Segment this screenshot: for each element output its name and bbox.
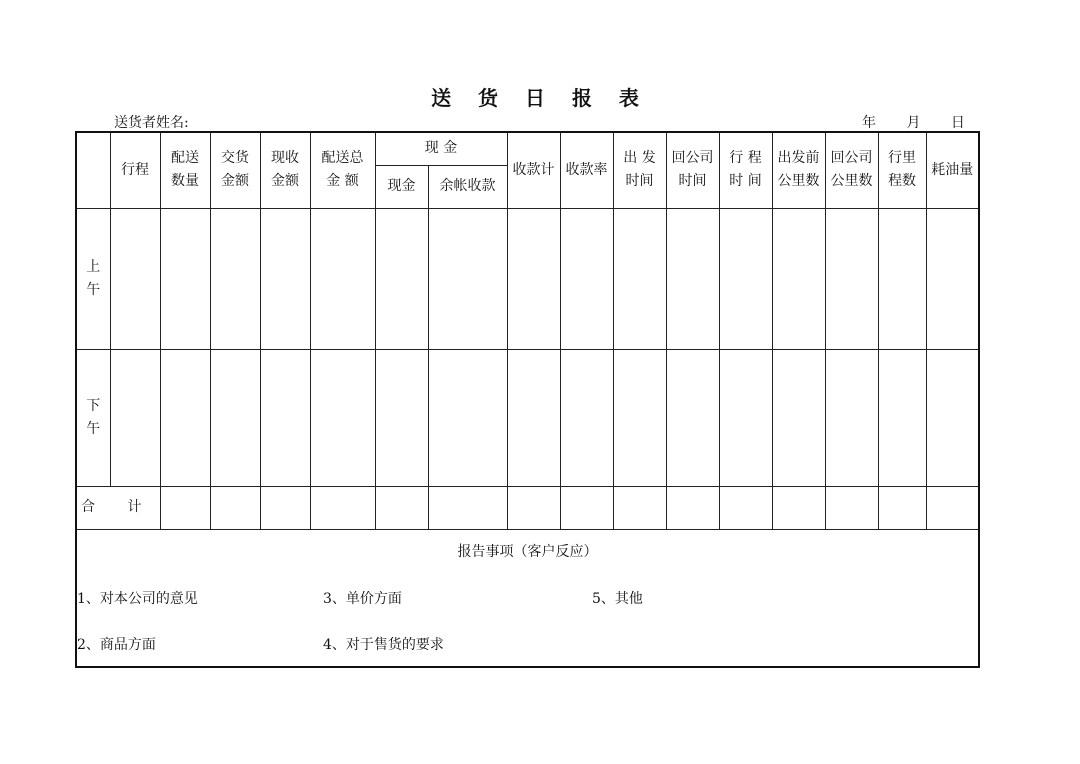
note-item-unit-price: 3、单价方面	[323, 590, 402, 607]
table-cell[interactable]	[560, 486, 613, 529]
header-collection-rate: 收款率	[560, 132, 613, 208]
table-cell[interactable]	[666, 486, 719, 529]
table-cell[interactable]	[310, 349, 375, 486]
table-cell[interactable]	[613, 486, 666, 529]
table-cell[interactable]	[719, 208, 772, 349]
table-cell[interactable]	[825, 349, 878, 486]
header-fuel: 耗油量	[926, 132, 979, 208]
header-collection-total: 收款计	[507, 132, 560, 208]
table-cell[interactable]	[507, 349, 560, 486]
delivery-report-table	[75, 131, 980, 668]
table-cell[interactable]	[210, 208, 260, 349]
row-label-afternoon: 下 午	[76, 349, 110, 486]
row-label-morning: 上 午	[76, 208, 110, 349]
header-odometer-out: 出发前 公里数	[772, 132, 825, 208]
table-cell[interactable]	[375, 208, 428, 349]
note-item-company-opinion: 1、对本公司的意见	[77, 590, 198, 607]
table-cell[interactable]	[926, 349, 979, 486]
table-cell[interactable]	[428, 486, 507, 529]
header-cash-received: 现收 金额	[260, 132, 310, 208]
table-cell[interactable]	[210, 486, 260, 529]
date-field	[862, 112, 965, 132]
day-label: 日	[950, 115, 965, 131]
table-cell[interactable]	[719, 349, 772, 486]
table-cell[interactable]	[260, 349, 310, 486]
header-delivered-amount: 交货 金额	[210, 132, 260, 208]
table-cell[interactable]	[772, 349, 825, 486]
header-route: 行程	[110, 132, 160, 208]
table-cell[interactable]	[310, 208, 375, 349]
header-cash: 现金	[375, 165, 428, 208]
table-cell[interactable]	[772, 486, 825, 529]
table-cell[interactable]	[878, 486, 926, 529]
table-cell[interactable]	[825, 208, 878, 349]
table-cell[interactable]	[926, 486, 979, 529]
table-cell[interactable]	[375, 486, 428, 529]
note-item-sales-requirements: 4、对于售货的要求	[323, 636, 444, 653]
table-cell[interactable]	[428, 208, 507, 349]
header-delivery-qty: 配送 数量	[160, 132, 210, 208]
notes-heading: 报告事项（客户反应）	[457, 543, 598, 560]
note-item-other: 5、其他	[592, 590, 643, 607]
table-cell[interactable]	[375, 349, 428, 486]
table-cell[interactable]	[507, 486, 560, 529]
table-row-total	[76, 486, 979, 529]
header-return-time: 回公司 时间	[666, 132, 719, 208]
table-cell[interactable]	[560, 349, 613, 486]
table-cell[interactable]	[160, 486, 210, 529]
table-cell[interactable]	[160, 349, 210, 486]
header-odometer-return: 回公司 公里数	[825, 132, 878, 208]
notes-row-1	[77, 560, 978, 606]
table-cell[interactable]	[310, 486, 375, 529]
table-row-afternoon	[76, 349, 979, 486]
table-cell[interactable]	[666, 349, 719, 486]
header-travel-time: 行 程 时 间	[719, 132, 772, 208]
table-cell[interactable]	[666, 208, 719, 349]
table-cell[interactable]	[613, 208, 666, 349]
header-depart-time: 出 发 时间	[613, 132, 666, 208]
table-cell[interactable]	[878, 208, 926, 349]
table-cell[interactable]	[428, 349, 507, 486]
table-cell[interactable]	[110, 349, 160, 486]
table-row-morning	[76, 208, 979, 349]
header-balance-collection: 余帐收款	[428, 165, 507, 208]
corner-cell	[76, 132, 110, 208]
month-label: 月	[906, 115, 921, 131]
table-cell[interactable]	[878, 349, 926, 486]
report-title: 送 货 日 报 表	[431, 86, 649, 110]
year-label: 年	[862, 115, 876, 131]
header-mileage: 行里 程数	[878, 132, 926, 208]
deliverer-name-label: 送货者姓名:	[114, 115, 189, 131]
table-cell[interactable]	[772, 208, 825, 349]
report-notes-section[interactable]	[76, 529, 979, 667]
table-cell[interactable]	[260, 208, 310, 349]
header-delivery-total: 配送总 金 额	[310, 132, 375, 208]
table-cell[interactable]	[825, 486, 878, 529]
table-cell[interactable]	[110, 208, 160, 349]
table-cell[interactable]	[560, 208, 613, 349]
table-cell[interactable]	[613, 349, 666, 486]
table-cell[interactable]	[210, 349, 260, 486]
notes-row-2	[77, 606, 978, 652]
table-cell[interactable]	[507, 208, 560, 349]
table-cell[interactable]	[719, 486, 772, 529]
table-cell[interactable]	[260, 486, 310, 529]
row-label-total: 合 计	[76, 486, 160, 529]
note-item-goods: 2、商品方面	[77, 636, 156, 653]
table-cell[interactable]	[160, 208, 210, 349]
table-cell[interactable]	[926, 208, 979, 349]
header-cash-group: 现 金	[375, 132, 507, 165]
